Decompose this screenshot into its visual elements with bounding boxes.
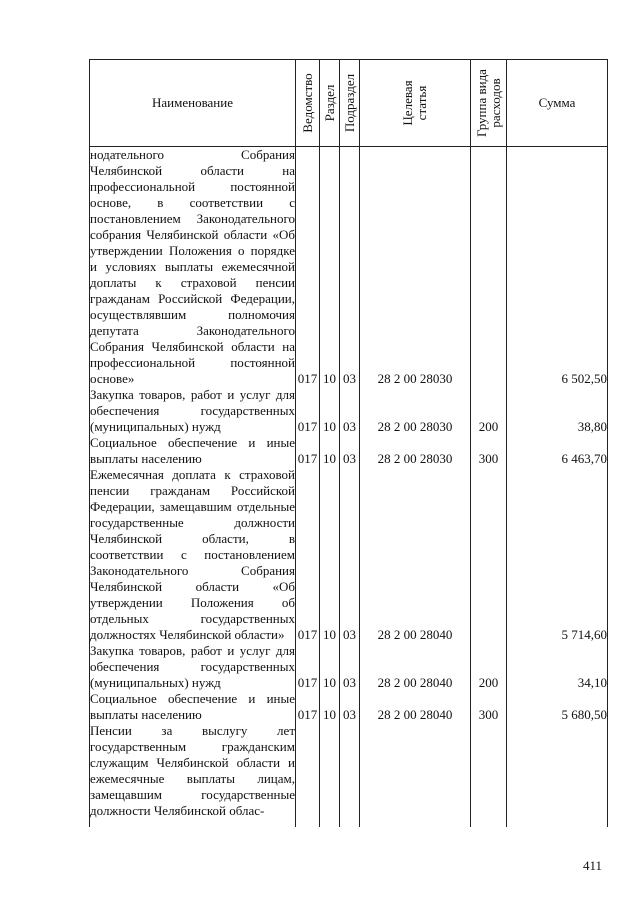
page-number: 411 — [582, 858, 602, 873]
row-section: 10 — [320, 643, 340, 691]
row-section: 10 — [320, 387, 340, 435]
header-name: Наименование — [90, 60, 296, 147]
table-row — [90, 467, 608, 643]
row-name: Закупка товаров, работ и услуг для обеспечения государственных (муниципальных) нужд — [90, 643, 295, 690]
row-department: 017 — [296, 435, 320, 467]
row-target-article: 28 2 00 28040 — [360, 691, 471, 723]
row-subsection: 03 — [340, 387, 360, 435]
row-department: 017 — [296, 147, 320, 388]
table-row — [90, 387, 608, 435]
row-target-article — [360, 723, 471, 819]
row-name: Ежемесячная доплата к страховой пенсии гражданам Российской Федерации, замещавшим отдельные государственные должности Челябинской области, в соответствии с постановлением Законодательного Собрания Челябинской области «Об утверждении Положения об отдельных государственных должностях Челябинской области» — [90, 467, 295, 642]
row-section: 10 — [320, 435, 340, 467]
table-header-row — [90, 60, 608, 147]
row-name: Пенсии за выслугу лет государственным гражданским служащим Челябинской области и ежемесячные выплаты лицам, замещавшим государственные должности Челябинской облас- — [90, 723, 295, 818]
row-amount: 6 463,70 — [507, 435, 608, 467]
header-subsection — [340, 60, 360, 147]
row-name: Закупка товаров, работ и услуг для обеспечения государственных (муниципальных) нужд — [90, 387, 295, 434]
table-row — [90, 691, 608, 723]
header-department-label: Ведомство — [299, 73, 315, 133]
row-subsection: 03 — [340, 147, 360, 388]
row-target-article: 28 2 00 28030 — [360, 147, 471, 388]
row-expense-group: 300 — [471, 435, 507, 467]
header-section — [320, 60, 340, 147]
row-amount: 6 502,50 — [507, 147, 608, 388]
row-section: 10 — [320, 467, 340, 643]
row-department — [296, 723, 320, 819]
row-amount: 5 680,50 — [507, 691, 608, 723]
row-amount: 38,80 — [507, 387, 608, 435]
row-expense-group: 200 — [471, 643, 507, 691]
table-row — [90, 643, 608, 691]
row-section — [320, 723, 340, 819]
row-amount: 34,10 — [507, 643, 608, 691]
row-department: 017 — [296, 643, 320, 691]
row-subsection: 03 — [340, 643, 360, 691]
table-row — [90, 723, 608, 819]
row-department: 017 — [296, 691, 320, 723]
row-target-article: 28 2 00 28040 — [360, 467, 471, 643]
table-row — [90, 147, 608, 388]
row-target-article: 28 2 00 28030 — [360, 435, 471, 467]
budget-table — [89, 59, 608, 827]
row-department: 017 — [296, 467, 320, 643]
header-amount: Сумма — [507, 60, 608, 147]
header-department — [296, 60, 320, 147]
row-expense-group: 300 — [471, 691, 507, 723]
row-target-article: 28 2 00 28040 — [360, 643, 471, 691]
row-expense-group — [471, 147, 507, 388]
row-subsection: 03 — [340, 691, 360, 723]
header-target-article — [360, 60, 471, 147]
row-subsection: 03 — [340, 435, 360, 467]
row-section: 10 — [320, 691, 340, 723]
header-expense-group-label: Группа вида расходов — [473, 69, 503, 137]
table-row — [90, 435, 608, 467]
row-subsection: 03 — [340, 467, 360, 643]
row-subsection — [340, 723, 360, 819]
row-expense-group — [471, 723, 507, 819]
row-expense-group — [471, 467, 507, 643]
row-department: 017 — [296, 387, 320, 435]
row-amount — [507, 723, 608, 819]
header-expense-group — [471, 60, 507, 147]
row-name: Социальное обеспечение и иные выплаты населению — [90, 435, 295, 466]
header-section-label: Раздел — [321, 84, 337, 122]
header-target-article-label: Целевая статья — [400, 80, 429, 126]
row-name: Социальное обеспечение и иные выплаты населению — [90, 691, 295, 722]
row-section: 10 — [320, 147, 340, 388]
row-amount: 5 714,60 — [507, 467, 608, 643]
row-name: нодательного Собрания Челябинской области на профессиональной постоянной основе, в соответствии с постановлением Законодательного собрания Челябинской области «Об утверждении Положения о порядке и условиях выплаты ежемесячной доплаты к страховой пенсии гражданам Российской Федерации, осуществлявшим полномочия депутата Законодательного Собрания Челябинской области на профессиональной постоянной основе» — [90, 147, 295, 386]
row-expense-group: 200 — [471, 387, 507, 435]
table-tail-row — [90, 819, 608, 827]
header-subsection-label: Подраздел — [341, 73, 357, 133]
row-target-article: 28 2 00 28030 — [360, 387, 471, 435]
